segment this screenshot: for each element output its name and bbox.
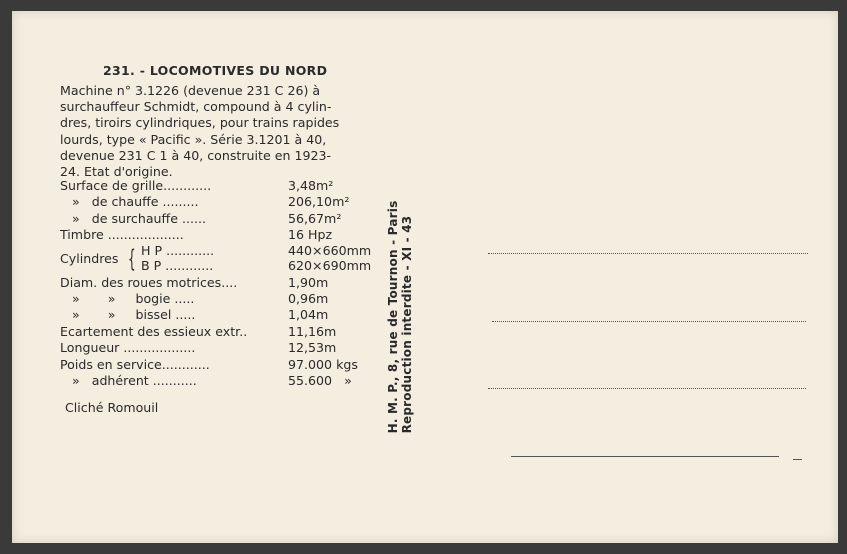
- description: [60, 83, 390, 180]
- bp-value: 620×690mm: [288, 257, 372, 273]
- spec-label: » » bogie .....: [60, 290, 195, 306]
- publisher-line: H. M. P., 8, rue de Tournon - Paris: [386, 200, 400, 434]
- description-line: dres, tiroirs cylindriques, pour trains rapides: [60, 115, 340, 131]
- specifications-table: [60, 178, 390, 389]
- address-line: [488, 388, 806, 389]
- hp-value: 440×660mm: [288, 242, 372, 258]
- bp-label: B P ............: [141, 257, 214, 273]
- spec-label: » adhérent ...........: [60, 372, 197, 388]
- spec-row: [60, 194, 390, 210]
- spec-value: 97.000 kgs: [288, 356, 358, 372]
- spec-label: » de chauffe .........: [60, 194, 199, 210]
- cylinders-label: Cylindres: [60, 250, 119, 266]
- card-title: 231. - LOCOMOTIVES DU NORD: [103, 63, 328, 78]
- description-line: lourds, type « Pacific ». Série 3.1201 à 40,: [60, 131, 327, 147]
- spec-row: [60, 211, 390, 227]
- spec-value: 56,67m²: [288, 210, 342, 226]
- address-line-end: [793, 459, 802, 460]
- spec-value: 12,53m: [288, 340, 337, 356]
- hp-label: H P ............: [141, 242, 215, 258]
- spec-row: [60, 275, 390, 291]
- spec-row: [60, 324, 390, 340]
- spec-row: [60, 340, 390, 356]
- spec-row: [60, 178, 390, 194]
- publisher-line: Reproduction interdite - XI - 43: [400, 215, 414, 434]
- spec-label: Timbre ...................: [60, 227, 184, 243]
- description-line: Machine n° 3.1226 (devenue 231 C 26) à: [60, 83, 321, 98]
- description-line: surchauffeur Schmidt, compound à 4 cylin-: [60, 99, 332, 115]
- spec-value: 3,48m²: [288, 178, 334, 193]
- spec-value: 1,04m: [288, 307, 329, 323]
- spec-label: Surface de grille............: [60, 178, 212, 193]
- spec-value: 16 Hpz: [288, 227, 333, 243]
- brace-symbol: {: [128, 244, 136, 273]
- spec-label: Poids en service............: [60, 356, 210, 372]
- spec-row: [60, 227, 390, 243]
- spec-row: [60, 373, 390, 389]
- address-line: [488, 253, 808, 254]
- description-line: devenue 231 C 1 à 40, construite en 1923-: [60, 147, 332, 163]
- publisher-imprint: [386, 201, 414, 434]
- spec-row: [60, 307, 390, 323]
- address-line: [492, 321, 806, 322]
- cylinders-row: [60, 244, 390, 275]
- address-line: [511, 456, 779, 457]
- spec-value: 11,16m: [288, 323, 337, 339]
- spec-value: 1,90m: [288, 274, 329, 290]
- spec-label: Longueur ..................: [60, 340, 196, 356]
- spec-label: » » bissel .....: [60, 307, 196, 323]
- spec-row: [60, 357, 390, 373]
- spec-value: 206,10m²: [288, 194, 350, 210]
- spec-label: » de surchauffe ......: [60, 210, 206, 226]
- photo-credit: Cliché Romouil: [65, 400, 159, 415]
- spec-label: Ecartement des essieux extr..: [60, 323, 248, 339]
- spec-label: Diam. des roues motrices....: [60, 274, 238, 290]
- spec-value: 55.600 »: [288, 372, 352, 388]
- spec-row: [60, 291, 390, 307]
- spec-value: 0,96m: [288, 290, 329, 306]
- description-line: 24. Etat d'origine.: [60, 164, 173, 180]
